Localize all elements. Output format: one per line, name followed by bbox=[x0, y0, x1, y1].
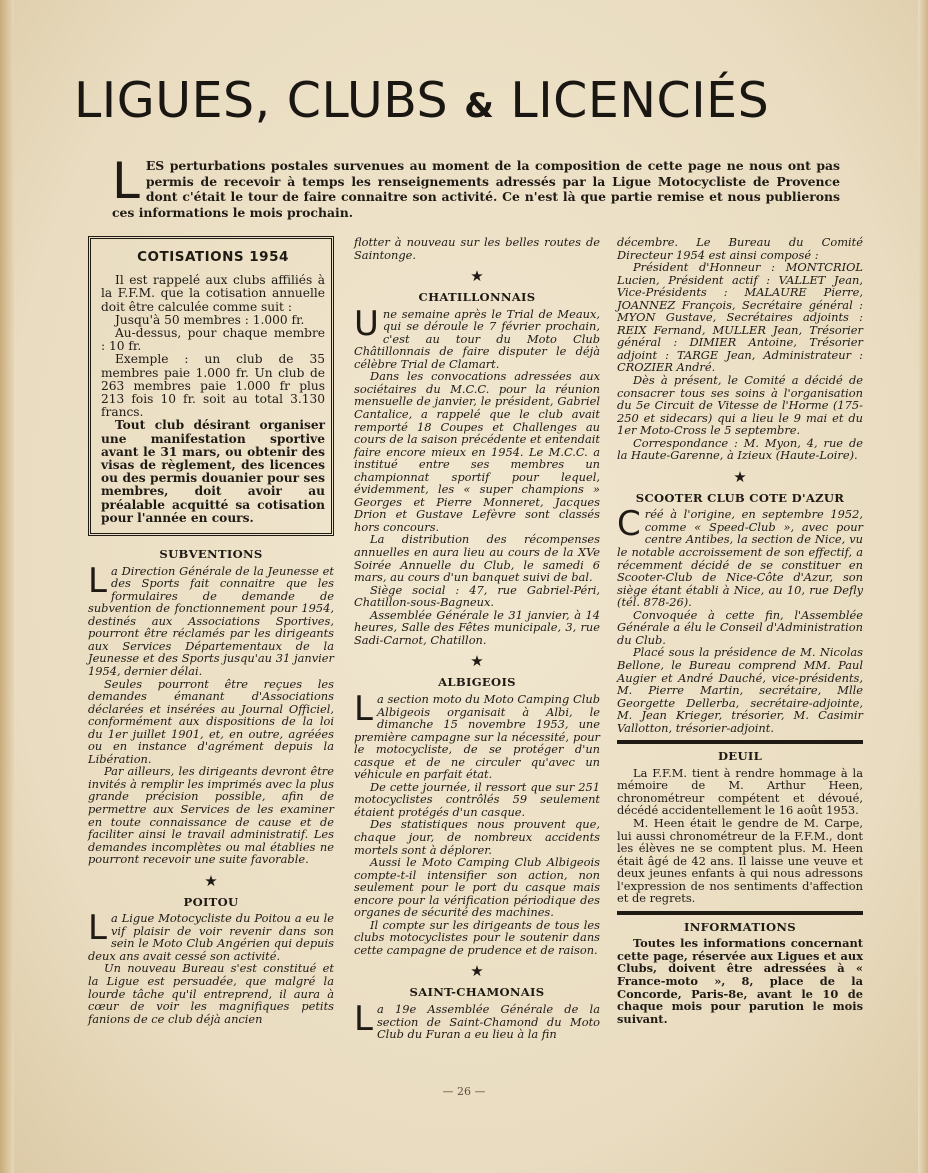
cotisations-paragraph: Au-dessus, pour chaque membre : 10 fr. bbox=[101, 326, 325, 354]
chatillonnais-paragraph: ne semaine après le Trial de Meaux, qui se déroule le 7 février prochain, c'est au tour du Moto Club Châtillonnais de faire disputer le déjà célèbre Trial de Clamart. bbox=[354, 306, 600, 371]
cotisations-bold-paragraph: Tout club désirant organiser une manifestation sportive avant le 31 mars, ou obtenir des visas de règlement, des licences ou des permis douanier pour ses membres, doit avoir au préalable acquitté sa cotisation pour l'année en cours. bbox=[101, 418, 325, 525]
poitou-heading: POITOU bbox=[183, 894, 239, 909]
intro-text: ES perturbations postales survenues au moment de la composition de cette page ne nous ont pas permis de recevoir à temps les renseignements adressés par la Ligue Motocycliste de Provence dont c'était le tour de faire connaitre son activité. Ce n'est là que partie remise et nous publierons ces informations le mois prochain. bbox=[112, 158, 840, 220]
star-separator: ★ bbox=[204, 871, 218, 890]
cotisations-title: COTISATIONS 1954 bbox=[137, 249, 289, 265]
chatillonnais-dropcap: U bbox=[354, 303, 379, 344]
saint-chamonais-paragraph: Dès à présent, le Comité a décidé de consacrer tous ses soins à l'organisation du 5e Circuit de Vitesse de l'Horme (175-250 et sidecars) qui a lieu le 9 mai et du 1er Moto-Cross le 5 septembre. bbox=[617, 373, 863, 438]
page-edge-left bbox=[0, 0, 14, 1173]
intro-dropcap: L bbox=[112, 152, 140, 210]
saint-chamonais-heading: SAINT-CHAMONAIS bbox=[409, 985, 545, 1000]
scooter-heading: SCOOTER CLUB COTE D'AZUR bbox=[635, 490, 845, 505]
chatillonnais-paragraph: Siège social : 47, rue Gabriel-Péri, Chatillon-sous-Bagneux. bbox=[354, 582, 600, 610]
saint-chamonais-paragraph: a 19e Assemblée Générale de la section de Saint-Chamond du Moto Club du Furan a eu lieu à la fin bbox=[376, 1001, 600, 1042]
scooter-article bbox=[617, 504, 863, 735]
chatillonnais-paragraph: La distribution des récompenses annuelles en aura lieu au cours de la XVe Soirée Annuelle du Club, le samedi 6 mars, au cours d'un banquet suivi de bal. bbox=[354, 532, 600, 585]
poitou-paragraph: Un nouveau Bureau s'est constitué et la Ligue est persuadée, que malgré la lourde tâche qu'il entreprend, il aura à cœur de voir les magnifiques petits fanions de ce club déjà ancien bbox=[88, 961, 334, 1026]
column-2 bbox=[354, 236, 600, 1041]
poitou-article bbox=[88, 908, 334, 1026]
poitou-dropcap: L bbox=[88, 908, 107, 949]
chatillonnais-paragraph: Dans les convocations adressées aux sociétaires du M.C.C. pour la réunion mensuelle de janvier, le président, Gabriel Cantalice, a rappelé que le club avait remporté 18 Coupes et Challenges au cours de la saison précédente et entendait faire encore mieux en 1954. Le M.C.C. a institué entre ses membres un championnat sportif pour lequel, évidemment, les « super champions » Georges et Pierre Monneret, Jacques Drion et Gustave Lefèvre sont classés hors concours. bbox=[354, 369, 601, 534]
subventions-paragraph: Par ailleurs, les dirigeants devront être invités à remplir les imprimés avec la plus grande précision possible, afin de permettre aux Services de les examiner en toute connaissance de cause et de faciliter ainsi le travail administratif. Les demandes incomplètes ou mal établies ne pourront recevoir une suite favorable. bbox=[88, 764, 334, 867]
chatillonnais-paragraph: Assemblée Générale le 31 janvier, à 14 heures, Salle des Fêtes municipale, 3, rue Sadi-Carnot, Chatillon. bbox=[354, 607, 600, 647]
informations-heading: INFORMATIONS bbox=[684, 919, 796, 934]
title-ampersand: & bbox=[464, 86, 495, 126]
column-3 bbox=[617, 236, 863, 1025]
cotisations-paragraph: Exemple : un club de 35 membres paie 1.000 fr. Un club de 263 membres paie 1.000 fr plus 213 fois 10 fr. soit au total 3.130 francs. bbox=[101, 352, 325, 420]
informations-paragraph: Toutes les informations concernant cette page, réservée aux Ligues et aux Clubs, doivent être adressées à « France-moto », 8, place de la Concorde, Paris-8e, avant le 10 de chaque mois pour parution le mois suivant. bbox=[617, 936, 863, 1026]
saint-chamonais-paragraph: décembre. Le Bureau du Comité Directeur 1954 est ainsi composé : bbox=[617, 235, 863, 262]
star-separator: ★ bbox=[733, 467, 747, 486]
column-1 bbox=[88, 236, 334, 1025]
cotisations-box bbox=[88, 236, 334, 536]
deuil-paragraph: La F.F.M. tient à rendre hommage à la mémoire de M. Arthur Heen, chronométreur compétent et dévoué, décédé accidentellement le 16 août 1953. bbox=[617, 765, 863, 818]
subventions-heading: SUBVENTIONS bbox=[159, 547, 263, 562]
saint-chamonais-paragraph: Correspondance : M. Myon, 4, rue de la Haute-Garenne, à Izieux (Haute-Loire). bbox=[617, 435, 863, 463]
title-main: LIGUES, CLUBS bbox=[74, 72, 449, 129]
albigeois-paragraph: Il compte sur les dirigeants de tous les clubs motocyclistes pour le soutenir dans cette campagne de prudence et de raison. bbox=[354, 917, 600, 957]
star-separator: ★ bbox=[470, 962, 484, 981]
saint-chamonais-continuation bbox=[617, 236, 863, 462]
scooter-paragraph: Placé sous la présidence de M. Nicolas Bellone, le Bureau comprend MM. Paul Augier et André Dauché, vice-présidents, M. Pierre Martin, secrétaire, Mlle Georgette Dellerba, secrétaire-adjointe, M. Jean Krieger, trésorier, M. Casimir Vallotton, trésorier-adjoint. bbox=[617, 645, 863, 735]
albigeois-paragraph: Aussi le Moto Camping Club Albigeois compte-t-il intensifier son action, non seulement pour le port du casque mais encore pour la vérification périodique des organes de sécurité des machines. bbox=[354, 855, 600, 920]
star-separator: ★ bbox=[470, 652, 484, 671]
subventions-article bbox=[88, 560, 334, 867]
albigeois-dropcap: L bbox=[354, 688, 373, 729]
title-end: LICENCIÉS bbox=[510, 72, 770, 129]
page-title bbox=[74, 70, 880, 132]
albigeois-paragraph: De cette journée, il ressort que sur 251 motocyclistes contrôlés 59 seulement étaient protégés d'un casque. bbox=[354, 779, 600, 819]
scooter-paragraph: Convoquée à cette fin, l'Assemblée Générale a élu le Conseil d'Administration du Club. bbox=[617, 607, 863, 647]
saint-chamonais-paragraph: Président d'Honneur : MONTCRIOL Lucien, Président actif : VALLET Jean, Vice-Présidents : MALAURE Pierre, JOANNEZ François, Secrétaire général : MYON Gustave, Secrétaires adjoints : REIX Fernand, MULLER Jean, Trésorier général : DIMIER Antoine, Trésorier adjoint : TARGE Jean, Administrateur : CROZIER André. bbox=[617, 260, 863, 375]
subventions-paragraph: a Direction Générale de la Jeunesse et des Sports fait connaitre que les formulaires de demande de subvention de fonctionnement pour 1954, destinés aux Associations Sportives, pourront être réclamés par les dirigeants aux Services Départementaux de la Jeunesse et des Sports jusqu'au 31 janvier 1954, dernier délai. bbox=[88, 563, 334, 678]
section-rule bbox=[617, 740, 863, 744]
poitou-continuation: flotter à nouveau sur les belles routes de Saintonge. bbox=[354, 235, 600, 262]
star-separator: ★ bbox=[470, 267, 484, 286]
intro-paragraph bbox=[112, 152, 840, 220]
poitou-paragraph: a Ligue Motocycliste du Poitou a eu le vif plaisir de voir revenir dans son sein le Moto Club Angérien qui depuis deux ans avait cessé son activité. bbox=[88, 911, 334, 963]
subventions-paragraph: Seules pourront être reçues les demandes émanant d'Associations déclarées et insérées au Journal Officiel, conformément aux dispositions de la loi du 1er juillet 1901, et, en outre, agréées ou en instance d'agrément depuis la Libération. bbox=[88, 676, 334, 766]
section-rule bbox=[617, 911, 863, 915]
chatillonnais-heading: CHATILLONNAIS bbox=[418, 290, 536, 305]
scooter-dropcap: C bbox=[617, 504, 641, 545]
albigeois-paragraph: a section moto du Moto Camping Club Albigeois organisait à Albi, le dimanche 15 novembre 1953, une première campagne sur la nécessité, pour le motocycliste, de se protéger d'un casque et de ne circuler qu'avec un véhicule en parfait état. bbox=[354, 691, 600, 782]
albigeois-heading: ALBIGEOIS bbox=[438, 675, 516, 690]
saint-chamonais-dropcap: L bbox=[354, 998, 373, 1039]
page-edge-right bbox=[918, 0, 928, 1173]
deuil-heading: DEUIL bbox=[717, 749, 763, 764]
page-number: — 26 — bbox=[442, 1085, 486, 1098]
deuil-paragraph: M. Heen était le gendre de M. Carpe, lui aussi chronométreur de la F.F.M., dont les élèves ne se comptent plus. M. Heen était âgé de 42 ans. Il laisse une veuve et deux jeunes enfants à qui nous adressons l'expression de nos sentiments d'affection et de regrets. bbox=[617, 815, 863, 906]
albigeois-paragraph: Des statistiques nous prouvent que, chaque jour, de nombreux accidents mortels sont à déplorer. bbox=[354, 817, 600, 857]
cotisations-paragraph: Il est rappelé aux clubs affiliés à la F.F.M. que la cotisation annuelle doit être calculée comme suit : bbox=[101, 273, 325, 314]
subventions-dropcap: L bbox=[88, 560, 107, 601]
cotisations-paragraph: Jusqu'à 50 membres : 1.000 fr. bbox=[115, 312, 305, 327]
scooter-paragraph: réé à l'origine, en septembre 1952, comme « Speed-Club », avec pour centre Antibes, la section de Nice, vu le notable accroissement de son effectif, a récemment décidé de se constituer en Scooter-Club de Nice-Côte d'Azur, son siège étant établi à Nice, au 10, rue Defly (tél. 878-26). bbox=[617, 507, 863, 610]
